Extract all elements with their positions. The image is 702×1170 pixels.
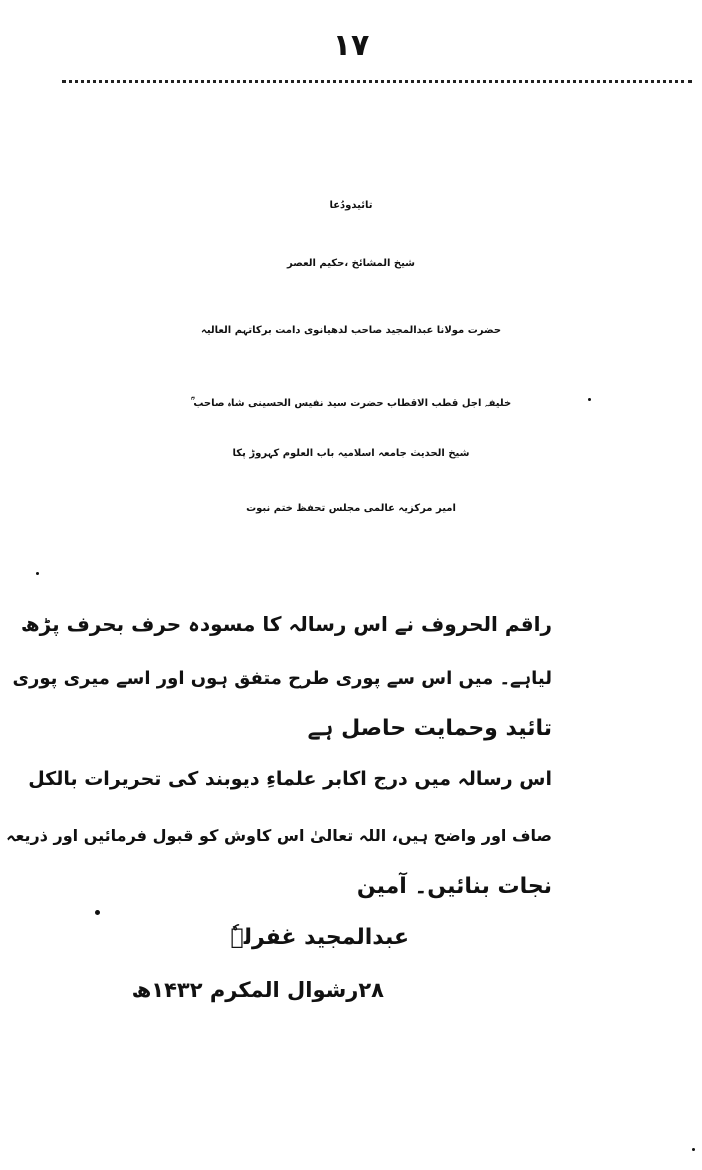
body-line: راقم الحروف نے اس رسالہ کا مسودہ حرف بحرف پڑھ	[20, 612, 552, 636]
endorsement-title: تائیدودُعا	[329, 200, 373, 211]
endorser-amir-line: امیر مرکزیہ عالمی مجلس تحفظ ختم نبوت	[246, 503, 456, 514]
page-number: ۱۷	[332, 28, 370, 63]
body-line: نجات بنائیں۔ آمین	[356, 874, 552, 899]
header-divider	[62, 80, 692, 83]
scan-speck	[95, 910, 100, 915]
honorific-title: شیخ المشائخ ،حکیم العصر	[287, 258, 415, 269]
body-line: اس رسالہ میں درج اکابر علماءِ دیوبند کی تحریرات بالکل	[28, 768, 552, 790]
scan-speck	[588, 398, 591, 401]
endorser-khalifa-line: خلیفہ اجل قطب الاقطاب حضرت سید نفیس الحسینی شاہ صاحب ؒ	[190, 398, 512, 409]
body-line: لیاہے۔ میں اس سے پوری طرح متفق ہوں اور اسے میری پوری	[12, 668, 552, 689]
body-line: صاف اور واضح ہیں، اللہ تعالیٰ اس کاوش کو قبول فرمائیں اور ذریعہ	[6, 826, 552, 845]
body-line: تائید وحمایت حاصل ہے	[307, 716, 552, 741]
signature-date: ۲۸رشوال المکرم ۱۴۳۲ھ	[131, 978, 384, 1002]
endorser-name: حضرت مولانا عبدالمجید صاحب لدھیانوی دامت برکاتہم العالیہ	[200, 325, 502, 336]
scan-speck	[36, 572, 39, 575]
scan-speck	[692, 1148, 695, 1151]
endorser-shaikh-line: شیخ الحدیث جامعہ اسلامیہ باب العلوم کہروڑ پکا	[232, 448, 470, 459]
signature-name: عبدالمجید غفرلہٗ	[230, 925, 409, 950]
